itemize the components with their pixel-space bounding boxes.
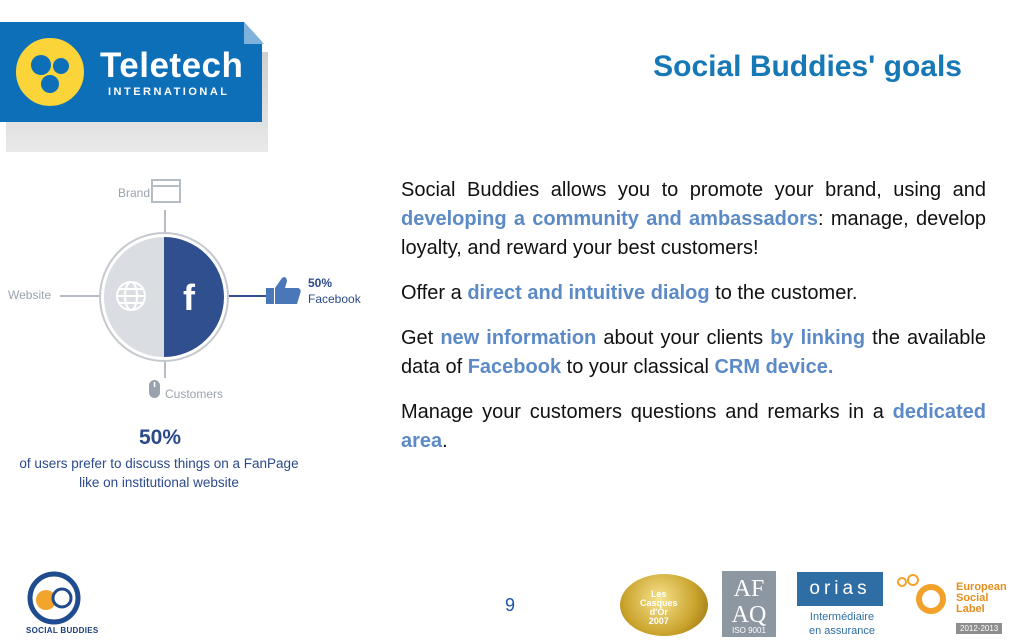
text: . (442, 430, 448, 452)
paragraph-manage (401, 398, 986, 456)
text: to your classical (561, 356, 715, 378)
content-body (401, 176, 986, 472)
highlight: by linking (770, 327, 866, 349)
teletech-logo-icon (13, 35, 87, 109)
highlight: direct and intuitive dialog (467, 282, 710, 304)
logo-wordmark: Teletech (100, 46, 244, 85)
stat-value: 50% (138, 426, 182, 449)
paragraph-dialog (401, 279, 986, 308)
label-website: Website (8, 288, 52, 302)
afaq-line: AF (733, 576, 765, 602)
european-social-label-icon (916, 584, 946, 614)
esl-line: Social (956, 592, 989, 604)
text: Get (401, 327, 441, 349)
highlight: dedicated area (401, 401, 986, 452)
text: about your clients (596, 327, 771, 349)
page-number: 9 (505, 595, 516, 615)
label-brand: Brand (118, 186, 151, 200)
logo-subtitle: INTERNATIONAL (108, 86, 230, 98)
facebook-icon: f (183, 277, 195, 318)
esl-line: Label (956, 603, 985, 615)
esl-line: European (956, 581, 1007, 593)
facebook-percentage: 50% (308, 276, 333, 290)
paragraph-promote (401, 176, 986, 263)
afaq-line: AQ (731, 602, 767, 628)
highlight: developing a community and ambassadors (401, 208, 818, 230)
casques-dor-text (640, 590, 678, 626)
casques-year: 2007 (648, 616, 669, 626)
paragraph-information (401, 324, 986, 382)
highlight: CRM device. (714, 356, 834, 378)
highlight: Facebook (467, 356, 562, 378)
european-social-label-years: 2012-2013 (956, 623, 1002, 634)
casques-line: Les (651, 589, 667, 599)
text: : manage, develop loyalty, and reward your best customers! (401, 208, 987, 259)
page-fold-icon (244, 22, 274, 52)
orias-subtitle (797, 610, 887, 638)
orias-line: Intermédiaire (809, 611, 875, 623)
afaq-iso: ISO 9001 (732, 626, 766, 635)
thumbs-up-icon (266, 277, 301, 304)
mouse-icon (149, 380, 160, 398)
stat-line-2: like on institutional website (79, 475, 239, 490)
orias-word: orias (809, 578, 871, 599)
orias-line: en assurance (808, 625, 876, 637)
slide-title: Social Buddies' goals (653, 50, 962, 83)
teletech-banner (0, 22, 262, 122)
text: the available data of (401, 327, 986, 378)
text: Manage your customers questions and remarks in a (401, 401, 893, 423)
casques-line: Casques (640, 598, 678, 608)
european-social-label-text (956, 582, 1007, 615)
text: Offer a (401, 282, 468, 304)
label-customers: Customers (165, 387, 224, 401)
stat-line-1: of users prefer to discuss things on a FanPage (19, 456, 299, 471)
banner-body (0, 22, 262, 122)
facebook-label: Facebook (308, 292, 361, 306)
afaq-text (722, 576, 776, 628)
social-buddies-logo-text: SOCIAL BUDDIES (26, 626, 99, 635)
text: Social Buddies allows you to promote your brand, using and (401, 179, 986, 201)
text: to the customer. (709, 282, 858, 304)
stat-description (10, 454, 308, 492)
casques-line: d'Or (649, 607, 668, 617)
highlight: new information (440, 327, 597, 349)
browser-icon (152, 180, 180, 202)
